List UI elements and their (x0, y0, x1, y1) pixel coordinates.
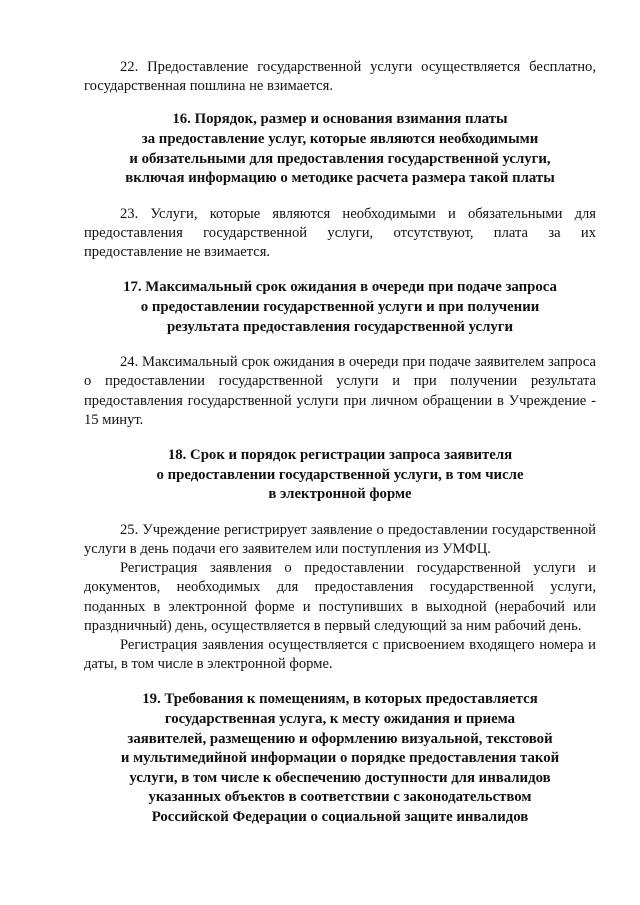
section-heading-18 (84, 446, 596, 505)
heading-19-line: заявителей, размещению и оформлению визуальной, текстовой (127, 730, 553, 747)
heading-19-line: Российской Федерации о социальной защите инвалидов (151, 808, 529, 825)
heading-17-line: 17. Максимальный срок ожидания в очереди при подаче запроса (123, 279, 557, 296)
document-page (84, 58, 596, 828)
heading-19-line: государственная услуга, к месту ожидания и приема (164, 710, 516, 727)
heading-17-line: о предоставлении государственной услуги и при получении (140, 298, 540, 315)
section-heading-17 (84, 278, 596, 337)
paragraph-24: 24. Максимальный срок ожидания в очереди при подаче заявителем запроса о предоставлении государственной услуги и при получении результата предоставления государственной услуги при личном обращении в Учреждение - 15 минут. (84, 354, 596, 428)
heading-19-line: и мультимедийной информации о порядке предоставления такой (120, 750, 560, 767)
heading-17-line: результата предоставления государственной услуги (166, 318, 514, 335)
heading-16-line: 16. Порядок, размер и основания взимания платы (172, 111, 508, 128)
paragraph-25: 25. Учреждение регистрирует заявление о предоставлении государственной услуги в день подачи его заявителем или поступления из УМФЦ. (84, 521, 596, 557)
paragraph-25-registration: Регистрация заявления о предоставлении государственной услуги и документов, необходимых для предоставления государственной услуги, поданных в электронной форме и поступивших в выходной (нерабочий или праздничный) день, осуществляется в первый следующий за ним рабочий день. (84, 560, 596, 634)
heading-19-line: услуги, в том числе к обеспечению доступности для инвалидов (129, 769, 551, 786)
heading-18-line: в электронной форме (268, 486, 412, 503)
paragraph-23: 23. Услуги, которые являются необходимыми и обязательными для предоставления государственной услуги, отсутствуют, плата за их предоставление не взимается. (84, 205, 596, 261)
heading-16-line: и обязательными для предоставления государственной услуги, (129, 150, 551, 167)
heading-19-line: 19. Требования к помещениям, в которых предоставляется (142, 691, 538, 708)
paragraph-22: 22. Предоставление государственной услуги осуществляется бесплатно, государственная пошлина не взимается. (84, 59, 596, 95)
heading-18-line: о предоставлении государственной услуги, в том числе (156, 466, 524, 483)
heading-19-line: указанных объектов в соответствии с законодательством (148, 789, 532, 806)
paragraph-25-numbering: Регистрация заявления осуществляется с присвоением входящего номера и даты, в том числе в электронной форме. (84, 636, 596, 673)
heading-16-line: включая информацию о методике расчета размера такой платы (125, 170, 555, 187)
section-heading-19 (84, 690, 596, 827)
heading-18-line: 18. Срок и порядок регистрации запроса заявителя (167, 446, 513, 463)
heading-16-line: за предоставление услуг, которые являются необходимыми (141, 131, 539, 147)
section-heading-16 (84, 110, 596, 188)
